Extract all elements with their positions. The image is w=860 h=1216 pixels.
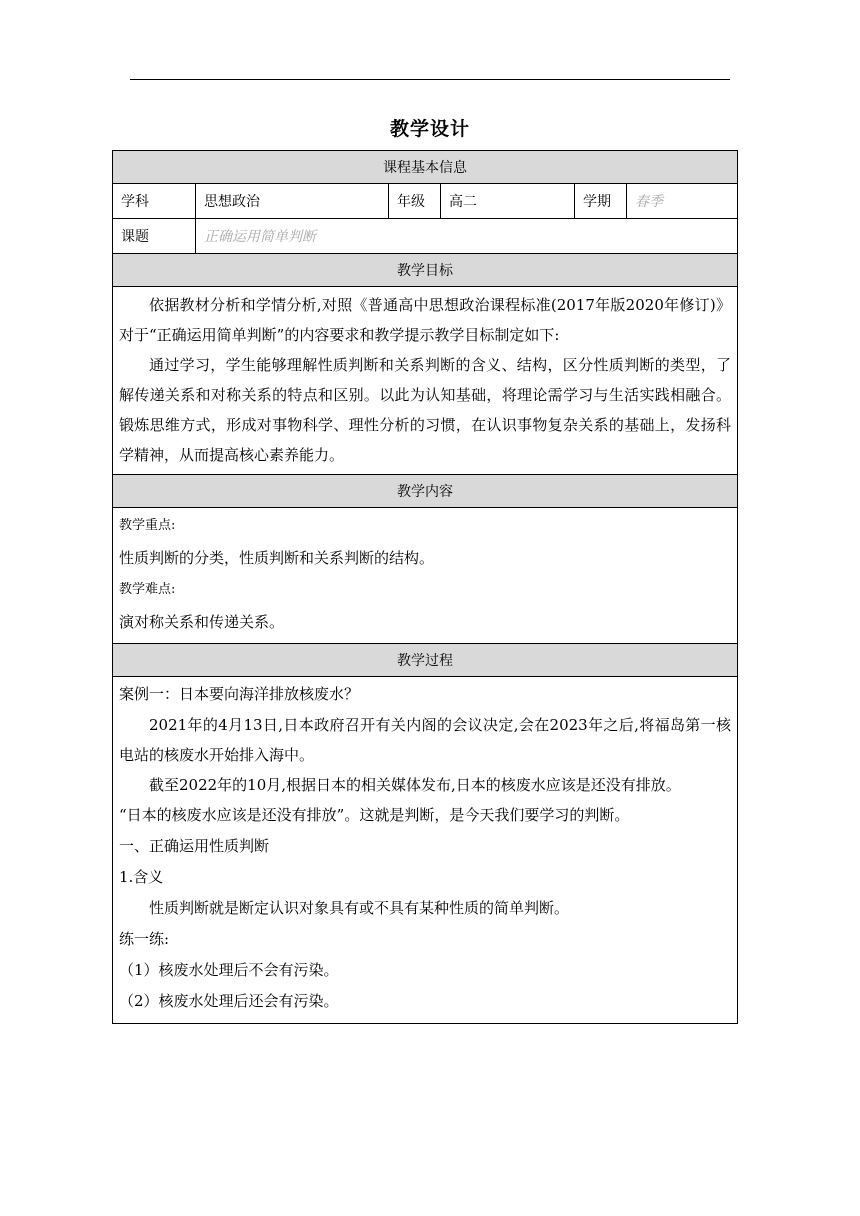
grade-label: 年级 xyxy=(389,184,441,219)
section-heading-1: 一、正确运用性质判断 xyxy=(119,837,270,855)
subject-value: 思想政治 xyxy=(196,184,389,219)
objectives-paragraph-2: 通过学习，学生能够理解性质判断和关系判断的含义、结构，区分性质判断的类型，了解传递关系和对称关系的特点和区别。以此为认知基础，将理论需学习与生活实践相融合。锻炼思维方式，形成对事物科学、理性分析的习惯，在认识事物复杂关系的基础上，发扬科学精神，从而提高核心素养能力。 xyxy=(119,356,732,464)
subheading-definition: 1.含义 xyxy=(119,868,164,886)
grade-value: 高二 xyxy=(441,184,575,219)
subject-label: 学科 xyxy=(113,184,196,219)
section-header-objectives: 教学目标 xyxy=(113,254,738,287)
term-label: 学期 xyxy=(575,184,627,219)
section-header-process: 教学过程 xyxy=(113,644,738,677)
topic-value: 正确运用简单判断 xyxy=(196,219,738,254)
process-block xyxy=(113,677,738,1024)
case-paragraph-2: 截至2022年的10月,根据日本的相关媒体发布,日本的核废水应该是还没有排放。 xyxy=(149,776,681,794)
difficult-points-text: 演对称关系和传递关系。 xyxy=(119,613,285,631)
key-points-text: 性质判断的分类，性质判断和关系判断的结构。 xyxy=(119,549,435,567)
lesson-plan-table xyxy=(112,150,738,1024)
practice-item-1: （1）核废水处理后不会有污染。 xyxy=(119,961,339,979)
section-header-content: 教学内容 xyxy=(113,475,738,508)
topic-label: 课题 xyxy=(113,219,196,254)
case-title: 案例一：日本要向海洋排放核废水？ xyxy=(119,685,360,703)
key-points-label: 教学重点: xyxy=(119,518,176,533)
case-paragraph-1: 2021年的4月13日,日本政府召开有关内阁的会议决定,会在2023年之后,将福岛第一核电站的核废水开始排入海中。 xyxy=(119,716,732,764)
practice-item-2: （2）核废水处理后还会有污染。 xyxy=(119,992,339,1010)
header-rule xyxy=(130,79,730,80)
term-value: 春季 xyxy=(627,184,738,219)
content-block xyxy=(113,508,738,644)
difficult-points-label: 教学难点: xyxy=(119,582,176,597)
section-header-basic-info: 课程基本信息 xyxy=(113,151,738,184)
objectives-paragraph-1: 依据教材分析和学情分析,对照《普通高中思想政治课程标准(2017年版2020年修订)》 对于“正确运用简单判断”的内容要求和教学提示教学目标制定如下: xyxy=(119,296,732,344)
definition-text: 性质判断就是断定认识对象具有或不具有某种性质的简单判断。 xyxy=(149,899,570,917)
objectives-block xyxy=(113,287,738,475)
case-paragraph-3: “日本的核废水应该是还没有排放”。这就是判断，是今天我们要学习的判断。 xyxy=(119,806,630,824)
practice-label: 练一练: xyxy=(119,930,170,948)
page-title: 教学设计 xyxy=(389,118,470,140)
